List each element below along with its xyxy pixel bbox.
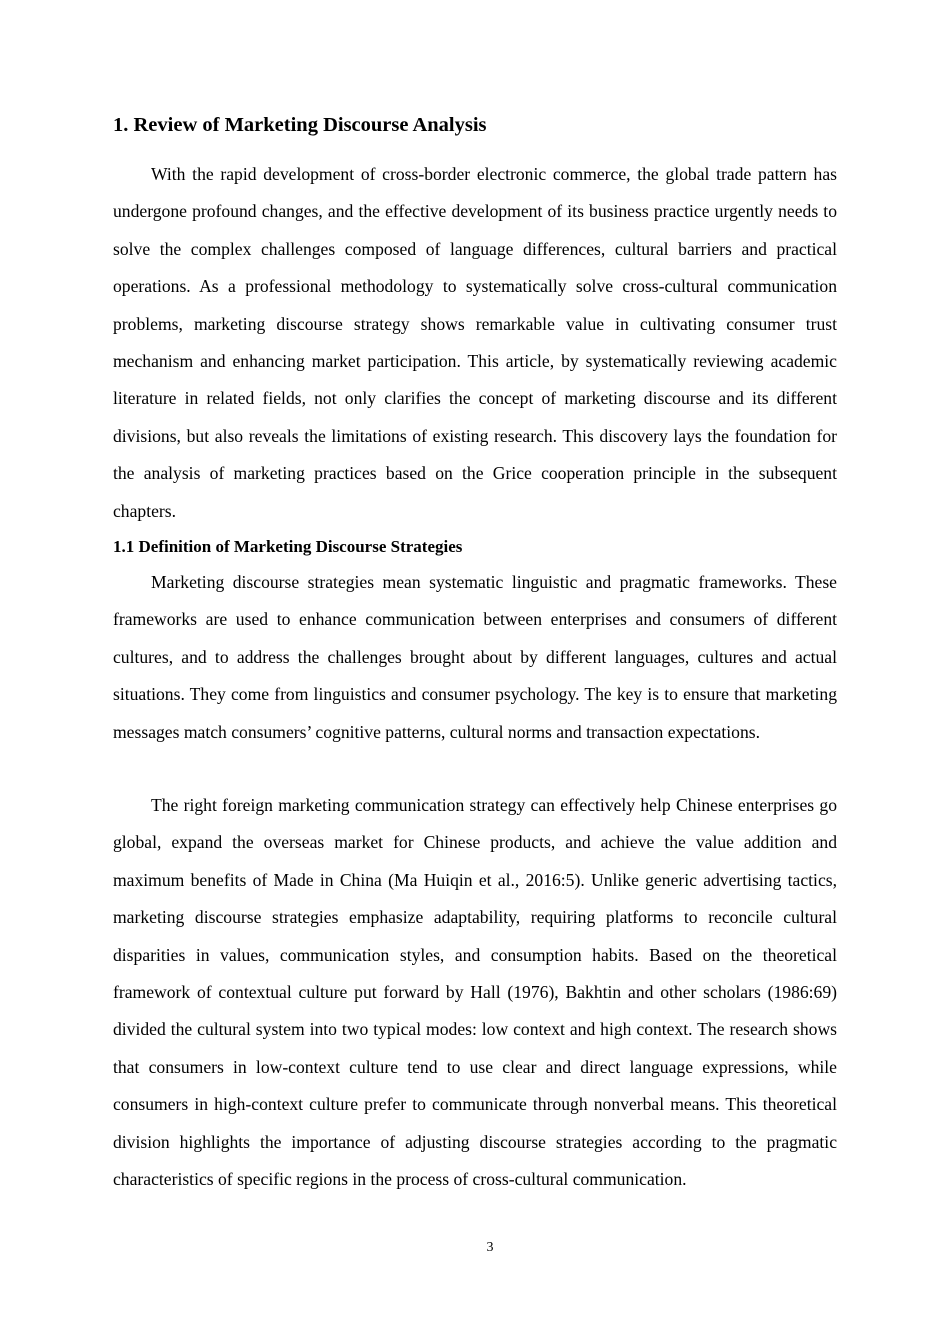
section-heading: 1. Review of Marketing Discourse Analysis	[113, 114, 487, 136]
document-page	[113, 0, 837, 1344]
subsection-heading: 1.1 Definition of Marketing Discourse Strategies	[113, 537, 463, 556]
page-number: 3	[486, 1240, 494, 1255]
intro-paragraph: With the rapid development of cross-border electronic commerce, the global trade pattern has undergone profound changes, and the effective development of its business practice urgently needs to solve the complex challenges composed of language differences, cultural barriers and practical operations. As a professional methodology to systematically solve cross-cultural communication problems, marketing discourse strategy shows remarkable value in cultivating consumer trust mechanism and enhancing market participation. This article, by systematically reviewing academic literature in related fields, not only clarifies the concept of marketing discourse and its different divisions, but also reveals the limitations of existing research. This discovery lays the foundation for the analysis of marketing practices based on the Grice cooperation principle in the subsequent chapters.	[113, 164, 837, 521]
strategy-paragraph: The right foreign marketing communication strategy can effectively help Chinese enterprises go global, expand the overseas market for Chinese products, and achieve the value addition and maximum benefits of Made in China (Ma Huiqin et al., 2016:5). Unlike generic advertising tactics, marketing discourse strategies emphasize adaptability, requiring platforms to reconcile cultural disparities in values, communication styles, and consumption habits. Based on the theoretical framework of contextual culture put forward by Hall (1976), Bakhtin and other scholars (1986:69) divided the cultural system into two typical modes: low context and high context. The research shows that consumers in low-context culture tend to use clear and direct language expressions, while consumers in high-context culture prefer to communicate through nonverbal means. This theoretical division highlights the importance of adjusting discourse strategies according to the pragmatic characteristics of specific regions in the process of cross-cultural communication.	[113, 795, 837, 1190]
definition-paragraph: Marketing discourse strategies mean systematic linguistic and pragmatic frameworks. These frameworks are used to enhance communication between enterprises and consumers of different cultures, and to address the challenges brought about by different languages, cultures and actual situations. They come from linguistics and consumer psychology. The key is to ensure that marketing messages match consumers’ cognitive patterns, cultural norms and transaction expectations.	[113, 572, 837, 742]
